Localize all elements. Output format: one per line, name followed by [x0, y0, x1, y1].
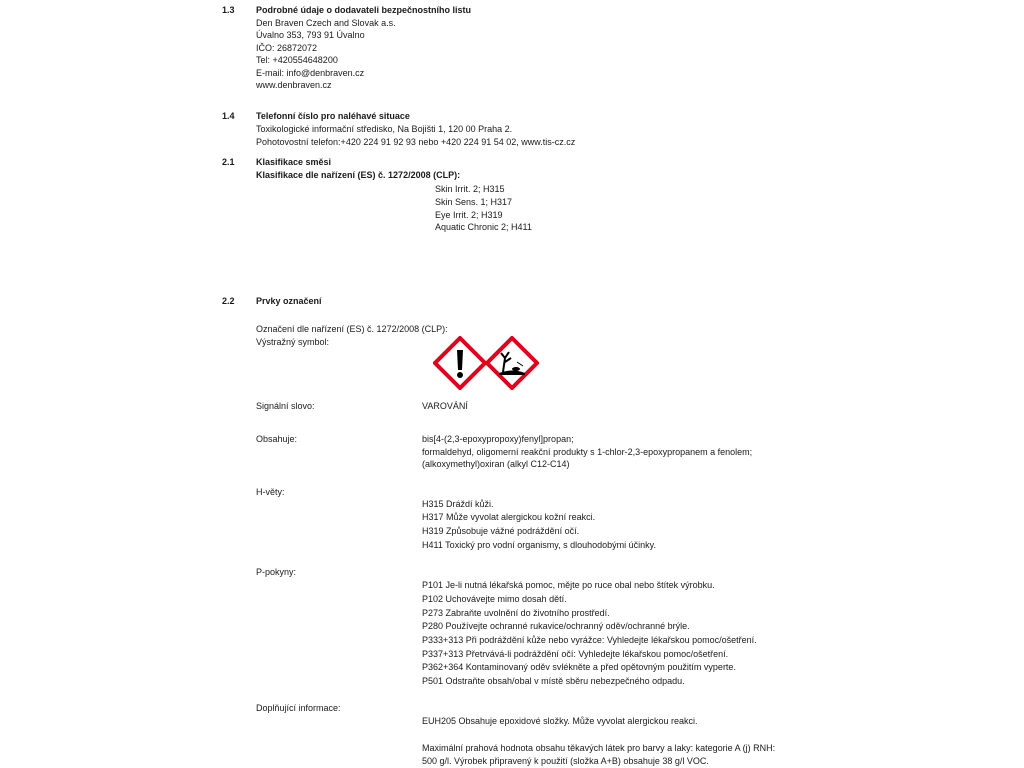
section-number: 1.3 [222, 5, 235, 15]
section-number: 2.1 [222, 157, 235, 167]
p-statement: P501 Odstraňte obsah/obal v místě sběru nebezpečného odpadu. [422, 676, 685, 686]
section-title: Prvky označení [256, 296, 322, 306]
regulation-label: Označení dle nařízení (ES) č. 1272/2008 (CLP): [256, 324, 448, 334]
classification-item: Skin Sens. 1; H317 [435, 197, 513, 207]
p-statement: P337+313 Přetrvává-li podráždění očí: Vyhledejte lékařskou pomoc/ošetření. [422, 649, 729, 659]
supplier-website[interactable]: www.denbraven.cz [256, 80, 332, 90]
h-statement: H319 Způsobuje vážné podráždění očí. [422, 526, 580, 536]
exclamation-mark-icon [433, 336, 487, 390]
section-subtitle: Klasifikace dle nařízení (ES) č. 1272/2008 (CLP): [256, 170, 461, 180]
h-statement: H315 Dráždí kůži. [422, 499, 494, 509]
classification-item: Aquatic Chronic 2; H411 [435, 222, 532, 232]
contains-item: (alkoxymethyl)oxiran (alkyl C12-C14) [422, 459, 570, 469]
environment-icon [485, 336, 539, 390]
section-title: Klasifikace směsi [256, 157, 332, 167]
h-statement: H411 Toxický pro vodní organismy, s dlouhodobými účinky. [422, 540, 656, 550]
extra-info-line: Maximální prahová hodnota obsahu těkavých látek pro barvy a laky: kategorie A (j) RNH: [422, 743, 776, 753]
supplier-line: Tel: +420554648200 [256, 55, 338, 65]
classification-item: Skin Irrit. 2; H315 [435, 184, 505, 194]
emergency-line: Pohotovostní telefon:+420 224 91 92 93 nebo +420 224 91 54 02, www.tis-cz.cz [256, 137, 576, 147]
h-statements-label: H-věty: [256, 487, 285, 497]
symbol-label: Výstražný symbol: [256, 337, 330, 347]
section-number: 2.2 [222, 296, 235, 306]
p-statement: P362+364 Kontaminovaný oděv svlékněte a před opětovným použitím vyperte. [422, 662, 736, 672]
extra-info-label: Doplňující informace: [256, 703, 341, 713]
p-statement: P273 Zabraňte uvolnění do životního prostředí. [422, 608, 610, 618]
emergency-line: Toxikologické informační středisko, Na Bojišti 1, 120 00 Praha 2. [256, 124, 513, 134]
supplier-line: IČO: 26872072 [256, 43, 318, 53]
section-number: 1.4 [222, 111, 235, 121]
signal-word: VAROVÁNÍ [422, 401, 468, 411]
extra-info-line: EUH205 Obsahuje epoxidové složky. Může vyvolat alergickou reakci. [422, 716, 698, 726]
extra-info-line: 500 g/l. Výrobek připravený k použití (složka A+B) obsahuje 38 g/l VOC. [422, 756, 709, 766]
p-statement: P102 Uchovávejte mimo dosah dětí. [422, 594, 567, 604]
h-statement: H317 Může vyvolat alergickou kožní reakci. [422, 512, 596, 522]
p-statement: P280 Používejte ochranné rukavice/ochranný oděv/ochranné brýle. [422, 621, 690, 631]
supplier-email[interactable]: E-mail: info@denbraven.cz [256, 68, 365, 78]
p-statement: P333+313 Při podráždění kůže nebo vyrážce: Vyhledejte lékařskou pomoc/ošetření. [422, 635, 757, 645]
section-title: Podrobné údaje o dodavateli bezpečnostního listu [256, 5, 472, 15]
p-statements-label: P-pokyny: [256, 567, 297, 577]
p-statement: P101 Je-li nutná lékařská pomoc, mějte po ruce obal nebo štítek výrobku. [422, 580, 715, 590]
contains-item: bis[4-(2,3-epoxypropoxy)fenyl]propan; [422, 434, 574, 444]
contains-item: formaldehyd, oligomerní reakční produkty s 1-chlor-2,3-epoxypropanem a fenolem; [422, 447, 753, 457]
supplier-line: Den Braven Czech and Slovak a.s. [256, 18, 396, 28]
section-title: Telefonní číslo pro naléhavé situace [256, 111, 410, 121]
supplier-line: Úvalno 353, 793 91 Úvalno [256, 30, 365, 40]
classification-item: Eye Irrit. 2; H319 [435, 210, 503, 220]
contains-label: Obsahuje: [256, 434, 298, 444]
signal-word-label: Signální slovo: [256, 401, 315, 411]
